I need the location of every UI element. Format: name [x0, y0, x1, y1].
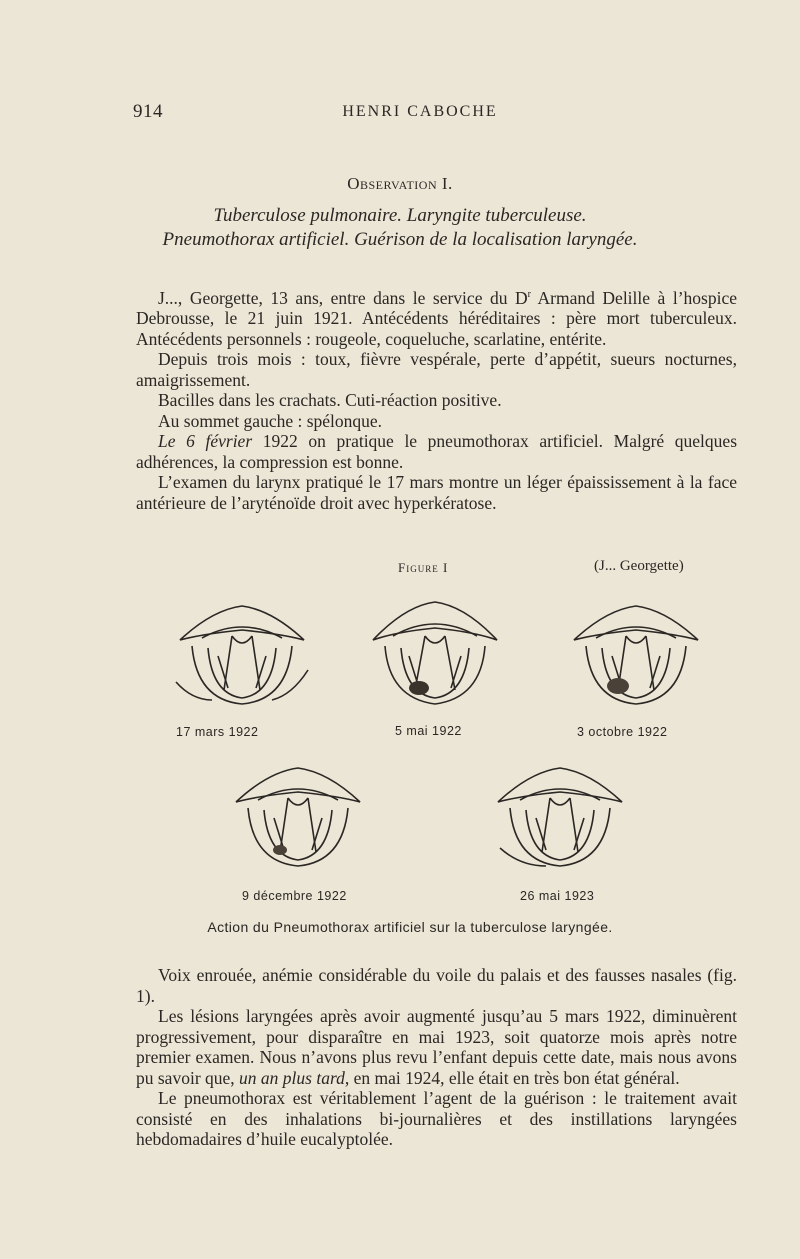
- clinical-history-text: [136, 285, 737, 513]
- subtitle-line-1: Tuberculose pulmonaire. Laryngite tuberculeuse.: [213, 205, 587, 226]
- figure-label: Figure I: [398, 560, 449, 575]
- paragraph: L’examen du larynx pratiqué le 17 mars montre un léger épaississement à la face antérieure de l’aryténoïde droit avec hyperkératose.: [136, 472, 737, 513]
- larynx-drawing-5: [490, 762, 630, 874]
- paragraph: J..., Georgette, 13 ans, entre dans le service du $D^r$ Armand Delille à l’hospice Debrousse, le 21 juin 1921. Antécédents héréditaires : père mort tuberculeux. Antécédents personnels : rougeole, coqueluche, scarlatine, entérite.: [136, 287, 737, 349]
- running-title: HENRI CABOCHE: [342, 103, 498, 120]
- figure-patient: (J... Georgette): [594, 558, 684, 574]
- larynx-drawing-4: [228, 762, 368, 872]
- page-number: 914: [133, 101, 163, 122]
- larynx-drawing-3: [566, 600, 706, 710]
- figure-date-3: 3 octobre 1922: [577, 725, 668, 739]
- paragraph: Au sommet gauche : spélonque.: [158, 410, 383, 431]
- subtitle-line-2: Pneumothorax artificiel. Guérison de la localisation laryngée.: [162, 229, 638, 250]
- paragraph: Depuis trois mois : toux, fièvre vespérale, perte d’appétit, sueurs nocturnes, amaigrissement.: [136, 349, 737, 390]
- figure-date-1: 17 mars 1922: [176, 725, 259, 739]
- paragraph: Les lésions laryngées après avoir augmenté jusqu’au 5 mars 1922, diminuèrent progressivement, pour disparaître en mai 1923, soit quatorze mois après notre premier examen. Nous n’avons plus revu l’enfant depuis cette date, mais nous avons pu savoir que, un an plus tard, en mai 1924, elle était en très bon état général.: [136, 1006, 737, 1088]
- larynx-drawing-2: [365, 598, 505, 710]
- larynx-drawing-1: [172, 600, 312, 710]
- figure-caption: Action du Pneumothorax artificiel sur la tuberculose laryngée.: [207, 919, 613, 935]
- paragraph: Le 6 février 1922 on pratique le pneumothorax artificiel. Malgré quelques adhérences, la compression est bonne.: [136, 431, 738, 472]
- outcome-text: [136, 965, 737, 1150]
- figure-date-4: 9 décembre 1922: [242, 889, 347, 903]
- figure-date-2: 5 mai 1922: [395, 724, 462, 738]
- figure-date-5: 26 mai 1923: [520, 889, 595, 903]
- paragraph: Voix enrouée, anémie considérable du voile du palais et des fausses nasales (fig. 1).: [136, 965, 737, 1006]
- paragraph: Bacilles dans les crachats. Cuti-réaction positive.: [158, 390, 502, 411]
- paragraph: Le pneumothorax est véritablement l’agent de la guérison : le traitement avait consisté en des inhalations bi-journalières et des instillations laryngées hebdomadaires d’huile eucalyptolée.: [136, 1088, 737, 1149]
- observation-title: Observation I.: [347, 174, 453, 193]
